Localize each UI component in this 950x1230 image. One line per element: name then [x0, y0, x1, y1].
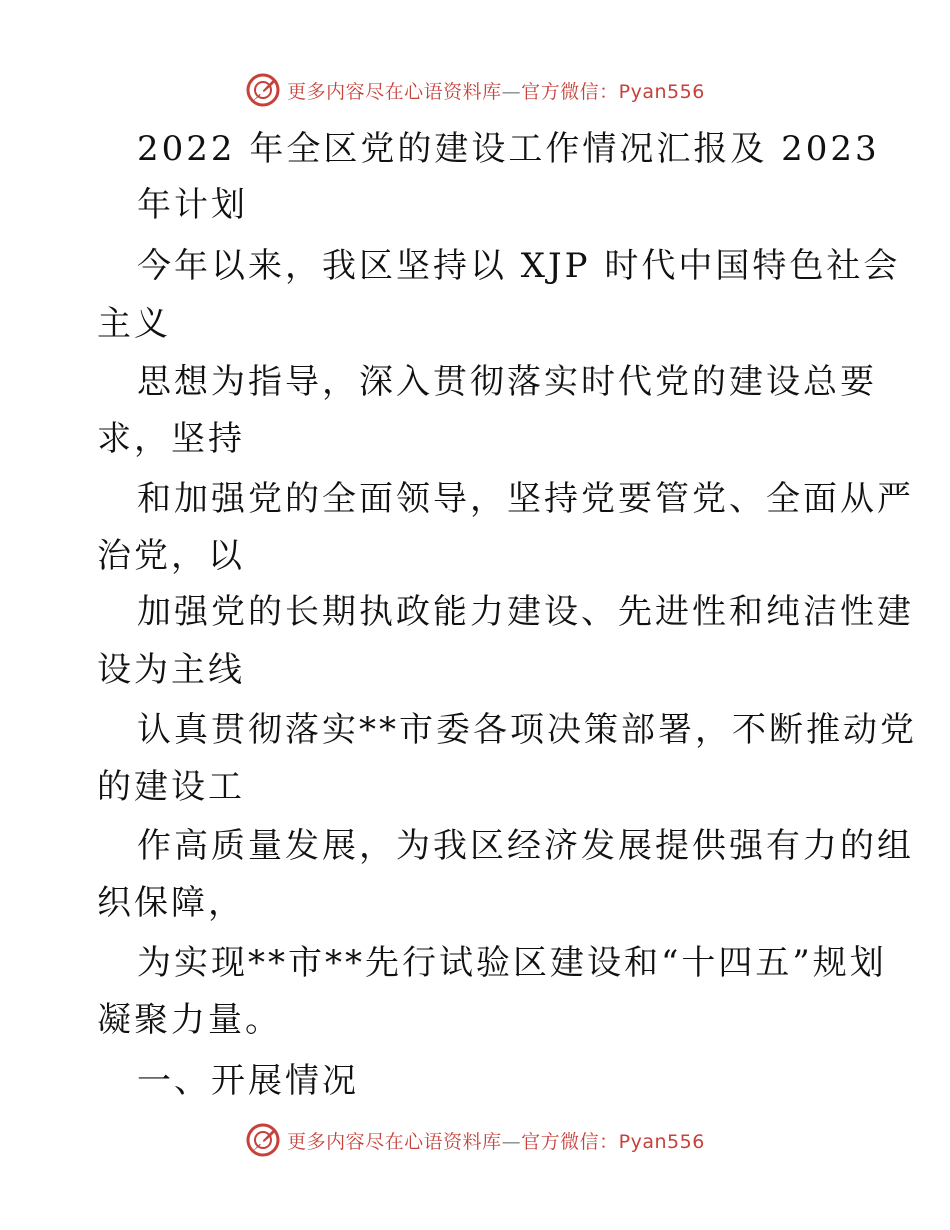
watermark-main-text: 更多内容尽在心语资料库	[287, 1130, 502, 1153]
watermark-dash: —	[501, 80, 522, 103]
paragraph-line: 作高质量发展，为我区经济发展提供强有力的组	[137, 826, 914, 866]
paragraph-line: 求，坚持	[97, 419, 245, 459]
paragraph-line: 认真贯彻落实**市委各项决策部署，不断推动党	[137, 710, 917, 750]
paragraph-line: 织保障，	[97, 883, 245, 923]
paragraph-line: 加强党的长期执政能力建设、先进性和纯洁性建	[137, 592, 914, 632]
paragraph-line: 的建设工	[97, 767, 245, 807]
paragraph-line: 和加强党的全面领导，坚持党要管党、全面从严	[137, 479, 914, 519]
header-watermark-text	[287, 77, 705, 104]
paragraph-line: 今年以来，我区坚持以 XJP 时代中国特色社会	[137, 246, 901, 286]
watermark-main-text: 更多内容尽在心语资料库	[287, 80, 502, 103]
paragraph-line: 设为主线	[97, 650, 245, 690]
watermark-wechat-text: 官方微信：Pyan556	[521, 80, 705, 103]
pen-logo-icon	[245, 72, 281, 108]
paragraph-line: 主义	[97, 304, 171, 344]
paragraph-line: 为实现**市**先行试验区建设和“十四五”规划	[137, 943, 887, 983]
section-heading: 一、开展情况	[137, 1061, 359, 1101]
paragraph-line: 治党，以	[97, 536, 245, 576]
footer-watermark-banner	[0, 1118, 950, 1162]
paragraph-line: 思想为指导，深入贯彻落实时代党的建设总要	[137, 362, 877, 402]
watermark-wechat-text: 官方微信：Pyan556	[521, 1130, 705, 1153]
header-watermark-banner	[0, 68, 950, 112]
title-line-1: 2022 年全区党的建设工作情况汇报及 2023	[137, 129, 880, 169]
pen-logo-icon	[245, 1122, 281, 1158]
paragraph-line: 凝聚力量。	[97, 1000, 282, 1040]
watermark-dash: —	[501, 1130, 522, 1153]
footer-watermark-text	[287, 1127, 705, 1154]
title-line-2: 年计划	[137, 185, 248, 225]
